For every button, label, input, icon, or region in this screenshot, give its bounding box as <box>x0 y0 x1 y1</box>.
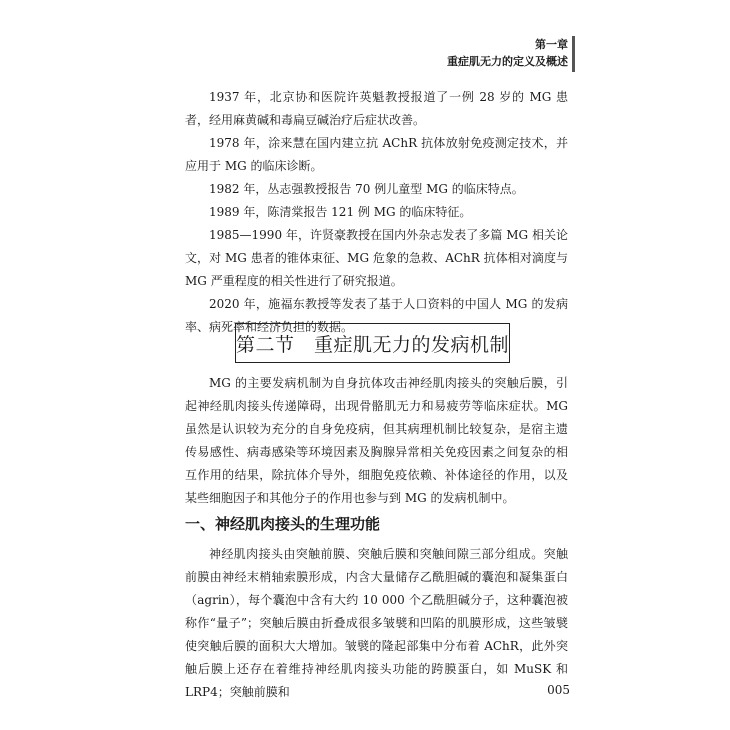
history-paragraph: 1978 年，涂来慧在国内建立抗 AChR 抗体放射免疫测定技术，并应用于 MG 的临床诊断。 <box>185 136 568 173</box>
history-paragraph: 1937 年，北京协和医院许英魁教授报道了一例 28 岁的 MG 患者，经用麻黄碱和毒扁豆碱治疗后症状改善。 <box>185 90 568 127</box>
history-block <box>185 86 568 339</box>
subsection-paragraph: 神经肌肉接头由突触前膜、突触后膜和突触间隙三部分组成。突触前膜由神经末梢轴索膜形成，内含大量储存乙酰胆碱的囊泡和凝集蛋白（agrin），每个囊泡中含有大约 10 000 个乙酰胆碱分子，这种囊泡被称作“量子”；突触后膜由折叠成很多皱襞和凹陷的肌膜形成，这些皱襞使突触后膜的面积大大增加。皱襞的隆起部集中分布着 AChR，此外突触后膜上还存在着维持神经肌肉接头功能的跨膜蛋白，如 MuSK 和 LRP4；突触前膜和 <box>185 547 568 699</box>
history-paragraph: 1989 年，陈清棠报告 121 例 MG 的临床特征。 <box>209 205 472 219</box>
history-paragraph: 1985—1990 年，许贤豪教授在国内外杂志发表了多篇 MG 相关论文，对 MG 患者的锥体束征、MG 危象的急救、AChR 抗体相对滴度与 MG 严重程度的相关性进行了研究报道。 <box>185 228 568 288</box>
page-number: 005 <box>547 683 570 697</box>
section-heading: 第二节 重症肌无力的发病机制 <box>235 323 510 363</box>
history-paragraph: 1982 年，丛志强教授报告 70 例儿童型 MG 的临床特点。 <box>209 182 524 196</box>
section-intro-block <box>185 372 568 510</box>
subsection-body-block <box>185 543 568 704</box>
chapter-label: 第一章 <box>535 38 568 51</box>
section-intro-paragraph: MG 的主要发病机制为自身抗体攻击神经肌肉接头的突触后膜，引起神经肌肉接头传递障碍，出现骨骼肌无力和易疲劳等临床症状。MG 虽然是认识较为充分的自身免疫病，但其病理机制比较复杂，是宿主遗传易感性、病毒感染等环境因素及胸腺异常相关免疫因素之间复杂的相互作用的结果，除抗体介导外，细胞免疫依赖、补体途径的作用，以及某些细胞因子和其他分子的作用也参与到 MG 的发病机制中。 <box>185 376 568 505</box>
history-paragraph: 2020 年，施福东教授等发表了基于人口资料的中国人 MG 的发病率、病死率和经济负担的数据。 <box>185 297 568 334</box>
subsection-heading: 一、神经肌肉接头的生理功能 <box>185 515 381 533</box>
running-header <box>447 37 568 71</box>
chapter-title: 重症肌无力的定义及概述 <box>447 55 568 68</box>
header-rule <box>572 36 575 72</box>
